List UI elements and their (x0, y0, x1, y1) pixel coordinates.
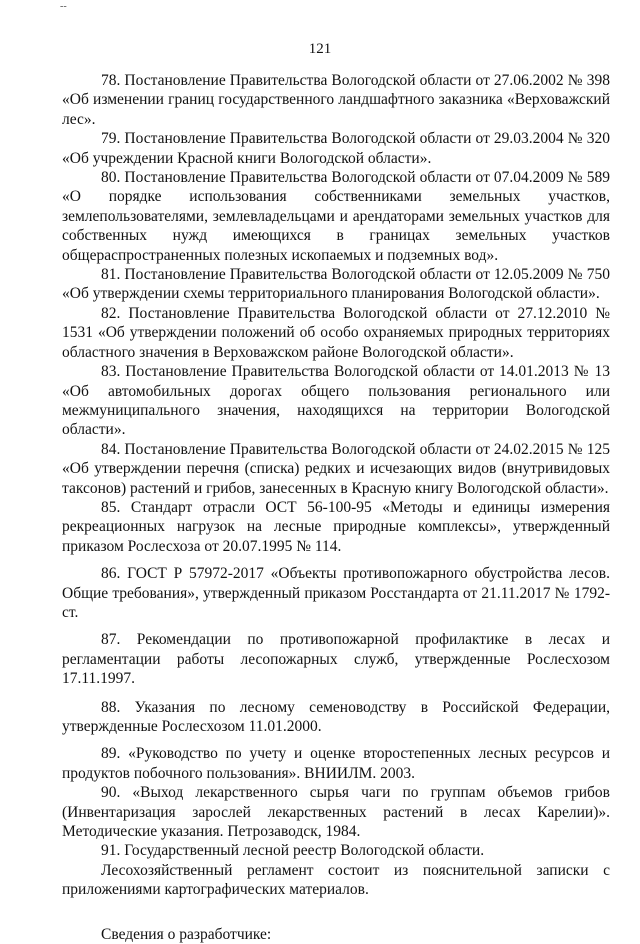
reference-item-81: 81. Постановление Правительства Вологодской области от 12.05.2009 № 750 «Об утверждении схемы территориального планирования Вологодской области». (62, 266, 610, 303)
reference-item-89: 89. «Руководство по учету и оценке второстепенных лесных ресурсов и продуктов побочного пользования». ВНИИЛМ. 2003. (62, 745, 610, 782)
reference-item-78: 78. Постановление Правительства Вологодской области от 27.06.2002 № 398 «Об изменении границ государственного ландшафтного заказника «Верховажский лес». (62, 72, 610, 128)
developer-info-label: Сведения о разработчике: (101, 925, 272, 943)
reference-item-79: 79. Постановление Правительства Вологодской области от 29.03.2004 № 320 «Об учреждении Красной книги Вологодской области». (62, 130, 610, 167)
reference-item-91: 91. Государственный лесной реестр Вологодской области. (101, 842, 485, 860)
regulation-summary: Лесохозяйственный регламент состоит из пояснительной записки с приложениями картографических материалов. (62, 861, 610, 899)
reference-item-84: 84. Постановление Правительства Вологодской области от 24.02.2015 № 125 «Об утверждении перечня (списка) редких и исчезающих видов (внутривидовых таксонов) растений и грибов, занесенных в Красную книгу Вологодской области». (62, 440, 610, 497)
reference-item-86: 86. ГОСТ Р 57972-2017 «Объекты противопожарного обустройства лесов. Общие требования», утвержденный приказом Росстандарта от 21.11.2017 № 1792-ст. (62, 565, 610, 621)
reference-item-82: 82. Постановление Правительства Вологодской области от 27.12.2010 № 1531 «Об утверждении положений об особо охраняемых природных территориях областного значения в Верховажском районе Вологодской области». (62, 304, 610, 361)
reference-list (62, 71, 610, 944)
reference-item-88: 88. Указания по лесному семеноводству в Российской Федерации, утвержденные Рослесхозом 11.01.2000. (62, 698, 610, 735)
page-number: 121 (308, 41, 332, 57)
reference-item-83: 83. Постановление Правительства Вологодской области от 14.01.2013 № 13 «Об автомобильных дорогах общего пользования регионального или межмуниципального значения, находящихся на территории Вологодской области». (62, 363, 610, 439)
corner-mark: -- (60, 1, 67, 12)
reference-item-87: 87. Рекомендации по противопожарной профилактике в лесах и регламентации работы лесопожарных служб, утвержденные Рослесхозом 17.11.1997. (62, 631, 610, 688)
reference-item-80: 80. Постановление Правительства Вологодской области от 07.04.2009 № 589 «О порядке использования собственниками земельных участков, землепользователями, землевладельцами и арендаторами земельных участков для собственных нужд имеющихся в границах земельных участков общераспространенных полезных ископаемых и подземных вод». (62, 169, 610, 264)
reference-item-85: 85. Стандарт отрасли ОСТ 56-100-95 «Методы и единицы измерения рекреационных нагрузок на лесные природные комплексы», утвержденный приказом Рослесхоза от 20.07.1995 № 114. (62, 498, 610, 555)
reference-item-90: 90. «Выход лекарственного сырья чаги по группам объемов грибов (Инвентаризация зарослей лекарственных растений в лесах Карелии)». Методические указания. Петрозаводск, 1984. (62, 784, 610, 841)
